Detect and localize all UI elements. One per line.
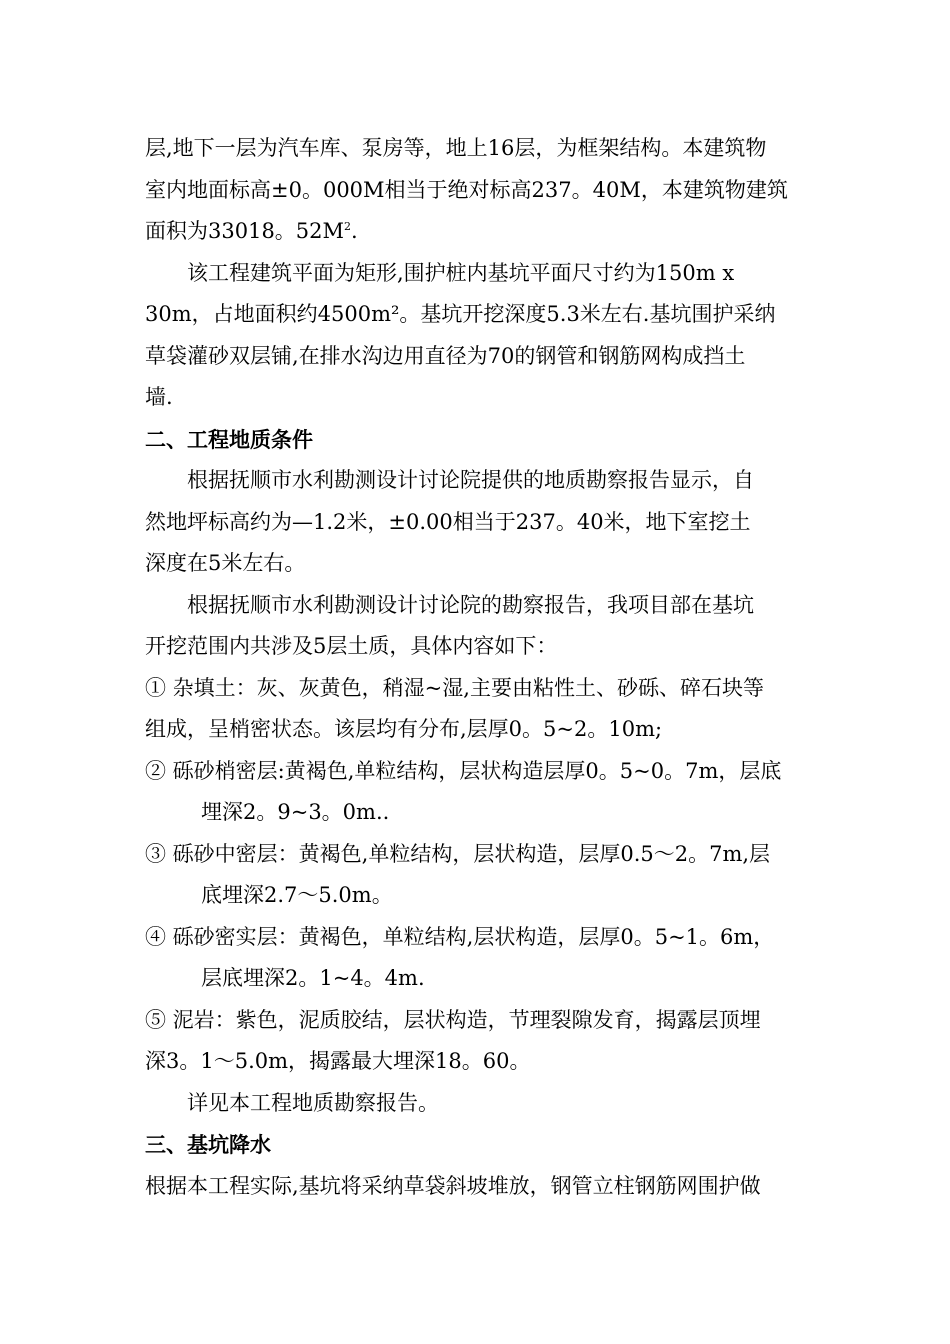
- superscript: 2: [344, 220, 352, 233]
- text-line: 开挖范围内共涉及5层土质，具体内容如下：: [145, 634, 558, 658]
- text-line: 详见本工程地质勘察报告。: [187, 1090, 439, 1115]
- text-line: 根据抚顺市水利勘测设计讨论院提供的地质勘察报告显示，自: [187, 468, 754, 492]
- list-item: ② 砾砂梢密层:黄褐色,单粒结构，层状构造层厚0。5~0。7m，层底: [145, 758, 782, 783]
- list-item: ③ 砾砂中密层：黄褐色,单粒结构，层状构造，层厚0.5～2。7m,层: [145, 841, 771, 866]
- section-heading: 三、基坑降水: [145, 1132, 271, 1157]
- section-heading: 二、工程地质条件: [145, 426, 313, 452]
- text-line: [145, 211, 810, 253]
- list-item: ⑤ 泥岩：紫色，泥质胶结，层状构造，节理裂隙发育，揭露层顶埋: [145, 1007, 761, 1032]
- list-item-continuation: 深3。1～5.0m，揭露最大埋深18。60。: [145, 1049, 531, 1073]
- list-item: ④ 砾砂密实层：黄褐色，单粒结构,层状构造，层厚0。5~1。6m，: [145, 924, 775, 949]
- list-item: ① 杂填土：灰、灰黄色，稍湿~湿,主要由粘性土、砂砾、碎石块等: [145, 675, 764, 700]
- text-line: 根据本工程实际,基坑将采纳草袋斜坡堆放，钢管立柱钢筋网围护做: [145, 1173, 761, 1198]
- text-span: .: [351, 219, 358, 243]
- text-line: 深度在5米左右。: [145, 551, 306, 575]
- text-line: 30m，占地面积约4500m²。基坑开挖深度5.3米左右.基坑围护采纳: [145, 302, 776, 326]
- list-item-continuation: 层底埋深2。1~4。4m.: [201, 966, 425, 990]
- text-line: 墙.: [145, 385, 173, 409]
- list-item-continuation: 底埋深2.7～5.0m。: [201, 883, 393, 907]
- list-item-continuation: 组成，呈梢密状态。该层均有分布,层厚0。5~2。10m;: [145, 717, 663, 741]
- text-span: 面积为33018。52M: [145, 219, 345, 243]
- text-line: 层,地下一层为汽车库、泵房等，地上16层，为框架结构。本建筑物: [145, 136, 767, 160]
- text-line: 草袋灌砂双层铺,在排水沟边用直径为70的钢管和钢筋网构成挡土: [145, 343, 746, 368]
- text-line: 根据抚顺市水利勘测设计讨论院的勘察报告，我项目部在基坑: [187, 592, 754, 617]
- document-page: [145, 128, 810, 1207]
- text-line: 然地坪标高约为—1.2米，±0.00相当于237。40米，地下室挖土: [145, 509, 751, 534]
- text-line: 室内地面标高±0。000M相当于绝对标高237。40M，本建筑物建筑: [145, 177, 788, 202]
- list-item-continuation: 埋深2。9~3。0m..: [201, 800, 390, 824]
- text-line: 该工程建筑平面为矩形,围护桩内基坑平面尺寸约为150m x: [187, 260, 735, 285]
